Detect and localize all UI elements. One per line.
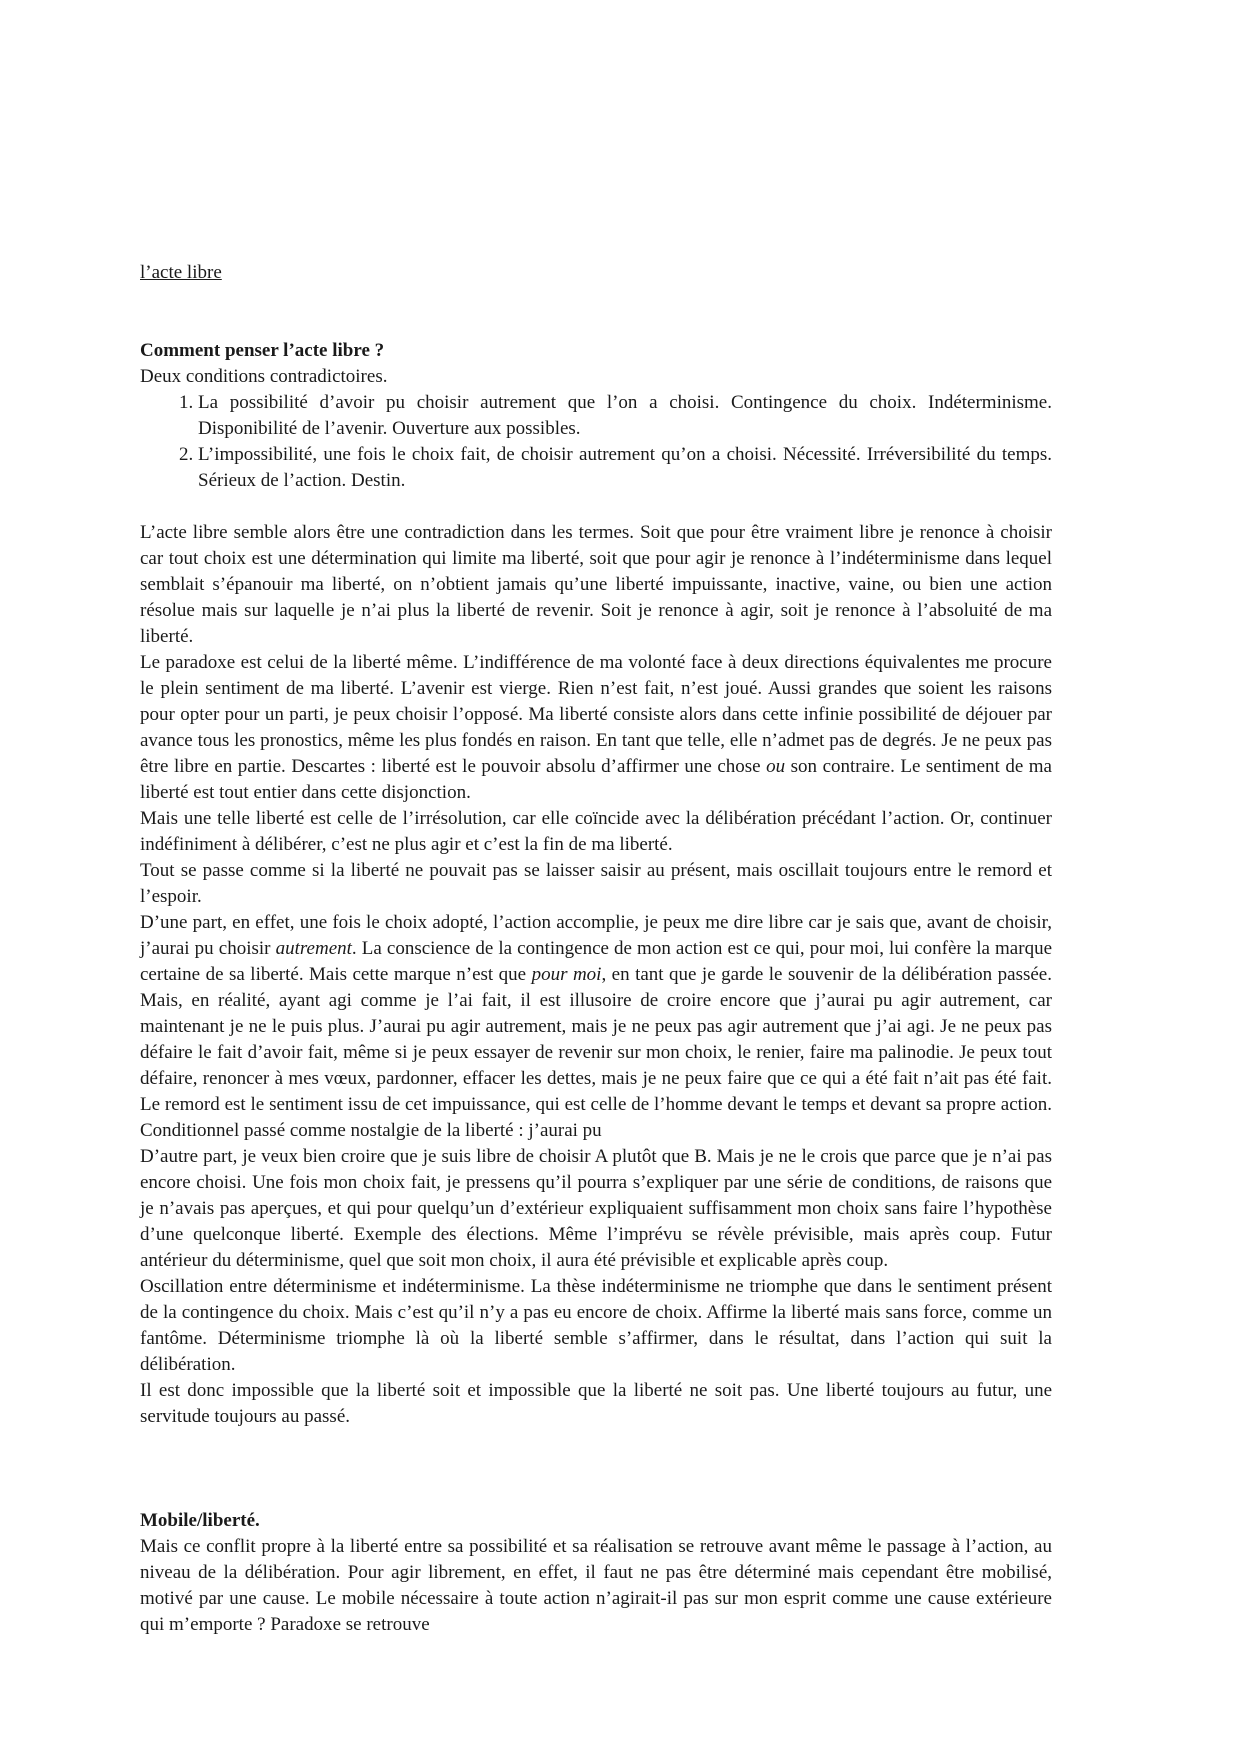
paragraph: Mais ce conflit propre à la liberté entre sa possibilité et sa réalisation se retrouve avant même le passage à l’action, au niveau de la délibération. Pour agir librement, en effet, il faut ne pas être déterminé mais cependant être mobilisé, motivé par une cause. Le mobile nécessaire à toute action n’agirait-il pas sur mon esprit comme une cause extérieure qui m’emporte ? Paradoxe se retrouve (140, 1536, 1052, 1635)
list-item: 1. La possibilité d’avoir pu choisir autrement que l’on a choisi. Contingence du choix. Indéterminisme. Disponibilité de l’avenir. Ouverture aux possibles. (198, 390, 1052, 442)
paragraph: Mais une telle liberté est celle de l’irrésolution, car elle coïncide avec la délibération précédant l’action. Or, continuer indéfiniment à délibérer, c’est ne plus agir et c’est la fin de ma liberté. (140, 808, 1052, 855)
document-body (140, 260, 1052, 1638)
conditions-list (140, 390, 1052, 494)
paragraph: D’autre part, je veux bien croire que je suis libre de choisir A plutôt que B. Mais je ne le crois que parce que je n’ai pas encore choisi. Une fois mon choix fait, je pressens qu’il pourra s’expliquer par une série de conditions, de raisons que je n’avais pas aperçues, et qui pour quelqu’un d’extérieur expliquaient suffisamment mon choix sans faire l’hypothèse d’une quelconque liberté. Exemple des élections. Même l’imprévu se révèle prévisible, mais après coup. Futur antérieur du déterminisme, quel que soit mon choix, il aura été prévisible et explicable après coup. (140, 1146, 1052, 1271)
paragraph: Le paradoxe est celui de la liberté même. L’indifférence de ma volonté face à deux directions équivalentes me procure le plein sentiment de ma liberté. L’avenir est vierge. Rien n’est fait, n’est joué. Aussi grandes que soient les raisons pour opter pour un parti, je peux choisir l’opposé. Ma liberté consiste alors dans cette infinie possibilité de déjouer par avance tous les pronostics, même les plus fondés en raison. En tant que telle, elle n’admet pas de degrés. Je ne peux pas être libre en partie. Descartes : liberté est le pouvoir absolu d’affirmer une chose ou son contraire. Le sentiment de ma liberté est tout entier dans cette disjonction. (140, 652, 1052, 803)
paragraph: Il est donc impossible que la liberté soit et impossible que la liberté ne soit pas. Une liberté toujours au futur, une servitude toujours au passé. (140, 1380, 1052, 1427)
section-heading: Comment penser l’acte libre ? (140, 340, 385, 361)
section-mobile-liberte (140, 1508, 1052, 1638)
section-heading: Mobile/liberté. (140, 1510, 260, 1531)
emphasis: autrement (275, 938, 352, 959)
section-acte-libre (140, 338, 1052, 1430)
document-title: l’acte libre (140, 262, 222, 283)
list-item: 2. L’impossibilité, une fois le choix fait, de choisir autrement qu’on a choisi. Nécessité. Irréversibilité du temps. Sérieux de l’action. Destin. (198, 442, 1052, 494)
emphasis: ou (766, 756, 786, 777)
section-intro: Deux conditions contradictoires. (140, 366, 388, 387)
paragraph: D’une part, en effet, une fois le choix adopté, l’action accomplie, je peux me dire libre car je sais que, avant de choisir, j’aurai pu choisir autrement. La conscience de la contingence de mon action est ce qui, pour moi, lui confère la marque certaine de sa liberté. Mais cette marque n’est que pour moi, en tant que je garde le souvenir de la délibération passée. Mais, en réalité, ayant agi comme je l’ai fait, il est illusoire de croire encore que j’aurai pu agir autrement, car maintenant je ne le puis plus. J’aurai pu agir autrement, mais je ne peux pas agir autrement que j’ai agi. Je ne peux pas défaire le fait d’avoir fait, même si je peux essayer de revenir sur mon choix, le renier, faire ma palinodie. Je peux tout défaire, renoncer à mes vœux, pardonner, effacer les dettes, mais je ne peux faire que ce qui a été fait n’ait pas été fait. Le remord est le sentiment issu de cet impuissance, qui est celle de l’homme devant le temps et devant sa propre action. Conditionnel passé comme nostalgie de la liberté : j’aurai pu (140, 912, 1053, 1141)
paragraph: Tout se passe comme si la liberté ne pouvait pas se laisser saisir au présent, mais oscillait toujours entre le remord et l’espoir. (140, 860, 1052, 907)
paragraph: L’acte libre semble alors être une contradiction dans les termes. Soit que pour être vraiment libre je renonce à choisir car tout choix est une détermination qui limite ma liberté, soit que pour agir je renonce à l’indéterminisme dans lequel semblait s’épanouir ma liberté, on n’obtient jamais qu’une liberté impuissante, inactive, vaine, ou bien une action résolue mais sur laquelle je n’ai plus la liberté de revenir. Soit je renonce à agir, soit je renonce à l’absoluité de ma liberté. (140, 522, 1052, 647)
emphasis: pour moi (531, 964, 602, 985)
paragraph: Oscillation entre déterminisme et indéterminisme. La thèse indéterminisme ne triomphe que dans le sentiment présent de la contingence du choix. Mais c’est qu’il n’y a pas eu encore de choix. Affirme la liberté mais sans force, comme un fantôme. Déterminisme triomphe là où la liberté semble s’affirmer, dans le résultat, dans l’action qui suit la délibération. (140, 1276, 1052, 1375)
